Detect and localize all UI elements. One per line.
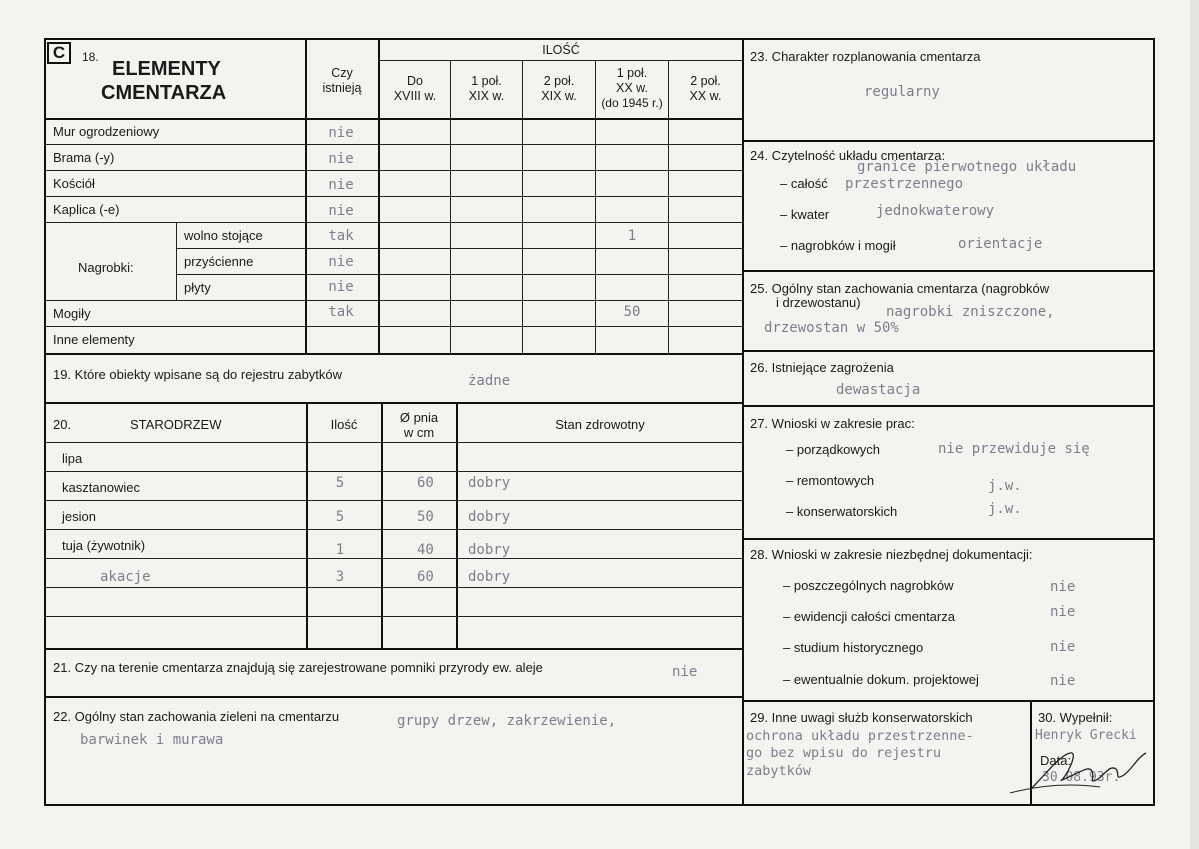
exists-value: nie <box>328 151 354 167</box>
tree-name: akacje <box>100 569 151 585</box>
period-label: 2 poł. <box>543 74 575 88</box>
s25-value: drzewostan w 50% <box>764 320 899 336</box>
tree-health: dobry <box>468 542 511 558</box>
grid-line <box>742 700 1155 702</box>
ilosc-header: ILOŚĆ <box>542 43 580 57</box>
s29-value: zabytków <box>746 763 812 779</box>
grid-line <box>742 270 1155 272</box>
s28-item-label: – ewentualnie dokum. projektowej <box>783 672 979 687</box>
grid-line <box>668 60 669 354</box>
grid-line <box>450 60 451 354</box>
s29-value: go bez wpisu do rejestru <box>746 745 942 761</box>
exists-value: nie <box>328 125 354 141</box>
grid-line <box>44 402 742 404</box>
exists-value: nie <box>328 177 354 193</box>
elements-title-2: CMENTARZA <box>101 82 227 104</box>
tree-qty: 3 <box>335 569 345 585</box>
row-label: wolno stojące <box>184 228 263 243</box>
period-label: 2 poł. <box>690 74 721 88</box>
tree-qty: 5 <box>335 509 345 525</box>
s27-item-value: j.w. <box>988 501 1022 517</box>
s29-value: ochrona układu przestrzenne- <box>746 728 974 744</box>
nagrobki-label: Nagrobki: <box>78 260 134 275</box>
row-label: Inne elementy <box>53 332 135 347</box>
s20-number: 20. <box>53 417 72 432</box>
col-exists-2: istnieją <box>322 81 362 95</box>
grid-line <box>44 353 742 355</box>
section-number-18: 18. <box>82 50 99 64</box>
grid-line <box>456 402 458 648</box>
exists-value: nie <box>328 254 354 270</box>
tree-diam: 60 <box>417 569 434 585</box>
signature <box>1000 735 1160 800</box>
grid-line <box>306 402 308 648</box>
s30-date-label: Data: <box>1040 753 1072 768</box>
page-edge <box>1190 0 1199 849</box>
s25-value: nagrobki zniszczone, <box>886 304 1055 320</box>
grid-line <box>44 144 742 145</box>
grid-line <box>44 442 742 443</box>
grid-line <box>44 222 742 223</box>
s23-label: 23. Charakter rozplanowania cmentarza <box>750 49 981 64</box>
s20-col-diam: Ø pnia <box>399 410 439 425</box>
period-label: XIX w. <box>541 89 577 103</box>
s27-label: 27. Wnioski w zakresie prac: <box>750 416 915 431</box>
grid-line <box>742 140 1155 142</box>
s22-value: grupy drzew, zakrzewienie, <box>397 713 617 729</box>
grid-line <box>176 248 742 249</box>
tree-diam: 60 <box>417 475 434 491</box>
s24-quarters-label: – kwater <box>780 207 830 222</box>
tree-qty: 5 <box>335 475 345 491</box>
s24-whole-value: przestrzennego <box>845 176 964 192</box>
tree-qty: 1 <box>335 542 345 558</box>
s20-col-qty: Ilość <box>330 417 358 432</box>
elements-title-1: ELEMENTY <box>112 58 221 80</box>
s19-label: 19. Które obiekty wpisane są do rejestru zabytków <box>53 367 343 382</box>
grid-line <box>44 300 742 301</box>
row-label: Kaplica (-e) <box>53 202 120 217</box>
s30-name: Henryk Grecki <box>1035 728 1137 743</box>
s24-quarters-value: jednokwaterowy <box>876 203 995 219</box>
s28-label: 28. Wnioski w zakresie niezbędnej dokumentacji: <box>750 547 1033 562</box>
grid-line <box>44 326 742 327</box>
tree-health: dobry <box>468 569 511 585</box>
row-label: przyścienne <box>184 254 254 269</box>
tree-health: dobry <box>468 509 511 525</box>
s24-graves-label: – nagrobków i mogił <box>780 238 896 253</box>
s20-title: STARODRZEW <box>130 417 222 432</box>
s28-item-label: – poszczególnych nagrobków <box>783 578 954 593</box>
exists-value: tak <box>328 228 354 244</box>
period-label: 1 poł. <box>471 74 502 88</box>
s28-item-value: nie <box>1050 604 1076 620</box>
tree-diam: 40 <box>417 542 434 558</box>
s30-date: 30.08.93r. <box>1042 770 1121 785</box>
grid-line <box>44 196 742 197</box>
center-divider <box>742 38 744 806</box>
row-label: Mogiły <box>53 306 91 321</box>
row-label: Kościół <box>53 176 95 191</box>
s25-label: i drzewostanu) <box>776 295 861 310</box>
s27-item-label: – remontowych <box>786 473 875 488</box>
tree-name: kasztanowiec <box>62 480 141 495</box>
tree-name: lipa <box>62 451 83 466</box>
s28-item-value: nie <box>1050 673 1076 689</box>
s24-label: 24. Czytelność układu cmentarza: <box>750 148 946 163</box>
s30-label: 30. Wypełnił: <box>1038 710 1113 725</box>
section-letter: C <box>52 43 66 62</box>
tree-health: dobry <box>468 475 511 491</box>
row-label: płyty <box>184 280 211 295</box>
period-label: Do <box>407 74 423 88</box>
s29-label: 29. Inne uwagi służb konserwatorskich <box>750 710 973 725</box>
s28-item-value: nie <box>1050 579 1076 595</box>
s21-label: 21. Czy na terenie cmentarza znajdują się zarejestrowane pomniki przyrody ew. aleje <box>53 660 543 675</box>
grid-line <box>176 222 177 300</box>
grid-line <box>44 587 742 588</box>
s25-label: 25. Ogólny stan zachowania cmentarza (nagrobków <box>750 281 1050 296</box>
tree-diam: 50 <box>417 509 434 525</box>
quantity-value: 50 <box>623 304 641 320</box>
period-label: (do 1945 r.) <box>601 96 663 110</box>
period-label: XVIII w. <box>393 89 437 103</box>
s21-value: nie <box>672 664 698 680</box>
grid-line <box>44 616 742 617</box>
period-label: XX w. <box>689 89 722 103</box>
s26-value: dewastacja <box>836 382 921 398</box>
s27-item-value: nie przewiduje się <box>938 441 1090 457</box>
s23-value: regularny <box>864 84 940 100</box>
s22-label: 22. Ogólny stan zachowania zieleni na cmentarzu <box>53 709 340 724</box>
tree-name: tuja (żywotnik) <box>62 538 146 553</box>
grid-line <box>176 274 742 275</box>
grid-line <box>44 648 742 650</box>
period-label: XX w. <box>616 81 648 95</box>
s22-value: barwinek i murawa <box>80 732 224 748</box>
grid-line <box>44 696 742 698</box>
exists-value: tak <box>328 304 354 320</box>
period-label: 1 poł. <box>616 66 648 80</box>
grid-line <box>742 405 1155 407</box>
grid-line <box>742 350 1155 352</box>
grid-line <box>44 500 742 501</box>
grid-line <box>44 118 742 120</box>
period-label: XIX w. <box>468 89 505 103</box>
s24-graves-value: orientacje <box>958 236 1043 252</box>
grid-line <box>44 170 742 171</box>
grid-line <box>44 558 742 559</box>
exists-value: nie <box>328 203 354 219</box>
s19-value: żadne <box>468 373 511 389</box>
s27-item-label: – porządkowych <box>786 442 880 457</box>
s24-whole-label: – całość <box>780 176 828 191</box>
s28-item-label: – ewidencji całości cmentarza <box>783 609 955 624</box>
row-label: Brama (-y) <box>53 150 115 165</box>
grid-line <box>44 529 742 530</box>
col-exists-1: Czy <box>331 66 353 80</box>
tree-name: jesion <box>62 509 96 524</box>
s27-item-label: – konserwatorskich <box>786 504 898 519</box>
exists-value: nie <box>328 279 354 295</box>
grid-line <box>742 538 1155 540</box>
quantity-value: 1 <box>627 228 637 244</box>
grid-line <box>44 471 742 472</box>
s27-item-value: j.w. <box>988 478 1022 494</box>
s28-item-label: – studium historycznego <box>783 640 924 655</box>
s28-item-value: nie <box>1050 639 1076 655</box>
s20-col-diam: w cm <box>403 425 435 440</box>
row-label: Mur ogrodzeniowy <box>53 124 160 139</box>
grid-line <box>522 60 523 354</box>
grid-line <box>378 60 742 61</box>
s26-label: 26. Istniejące zagrożenia <box>750 360 894 375</box>
s24-whole-value: granice pierwotnego układu <box>857 159 1077 175</box>
s20-col-health: Stan zdrowotny <box>555 417 645 432</box>
